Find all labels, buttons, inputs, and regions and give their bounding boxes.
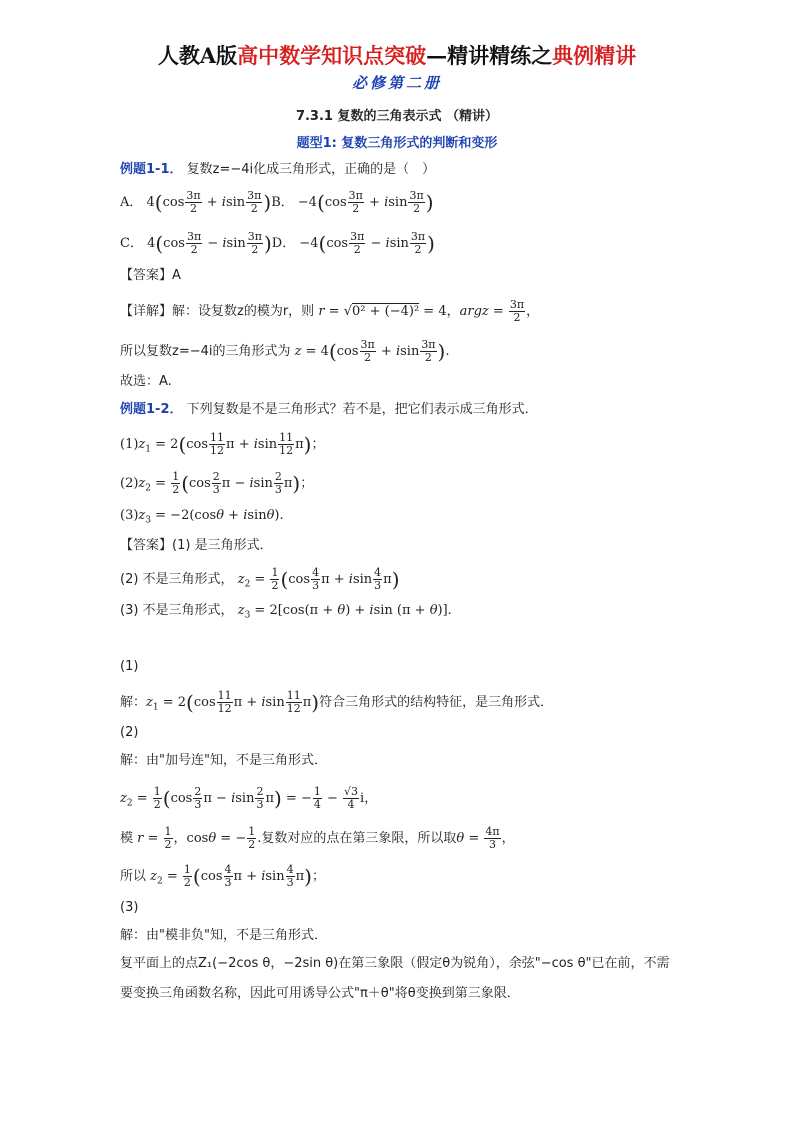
option-a-label: A．	[120, 195, 143, 210]
section-title: 7.3.1 复数的三角表示式 （精讲）	[295, 109, 499, 124]
example2-answer3: (3) 不是三角形式， $z_3 = 2[\cos(\pi + \theta) + isin$ (π + θ)].	[120, 603, 452, 621]
solution2-so: 所以	[120, 869, 147, 884]
example2-item2: $(2)z_2$ = $\frac{1}{2}$ (cos $\frac{2}{3}$ π − isin $\frac{2}{3}$ π)；	[120, 470, 314, 496]
modulus-label: 模	[120, 831, 134, 846]
solution2-line1: 解：由"加号连"知，不是三角形式．	[120, 753, 327, 768]
example2-question-text: 下列复数是不是三角形式？若不是，把它们表示成三角形式．	[186, 402, 538, 417]
example1-label: 例题1-1．	[120, 162, 183, 177]
option-d-label: D．	[271, 236, 296, 251]
header-part3: —精讲精练之	[426, 43, 553, 68]
example2-item1: $(1)z_1 = 2(\cos$ $\frac{11}{12}$ π + isin $\frac{11}{12}$ π)；	[120, 431, 325, 457]
example2-label: 例题1-2．	[120, 402, 183, 417]
example1-detail: 【详解】解：设复数z的模为r，则 r = √0² + (−4)² = 4，argz = $\frac{3\pi}{2}$ ，	[120, 298, 540, 324]
solution2-label: (2)	[120, 725, 139, 740]
solution2-line4: 所以 $z_2$ = $\frac{1}{2}$ (cos $\frac{4}{3}$ π + isin $\frac{4}{3}$ π)；	[120, 863, 325, 889]
example2-item3: $(3)z_3 = -2(\cos\theta + isin\theta)$.	[120, 508, 284, 526]
solution3-label: (3)	[120, 900, 139, 915]
conclusion-text: 所以复数z=−4i的三角形式为	[120, 344, 291, 359]
solution2-line2: $z_2$ = $\frac{1}{2}$ (cos $\frac{2}{3}$ π − isin $\frac{2}{3}$ π) = − $\frac{1}{4}$ − $\frac{√3}{4}$ i，	[120, 785, 378, 811]
example1-conclusion: 所以复数z=−4i的三角形式为 z = 4(cos $\frac{3\pi}{2}$ + isin $\frac{3\pi}{2}$ ).	[120, 338, 450, 364]
example1-options-cd: C． 4(cos $\frac{3\pi}{2}$ − isin $\frac{3\pi}{2}$ )D． −4(cos $\frac{3\pi}{2}$ − isin $\frac{3\pi}{2}$ )	[120, 230, 435, 256]
solution1-conclusion: 符合三角形式的结构特征，是三角形式．	[319, 695, 554, 710]
example1-question	[120, 161, 435, 179]
header-part4: 典例精讲	[552, 43, 637, 68]
example1-choose: 故选：A.	[120, 374, 172, 389]
header-part1: 人教A版	[157, 43, 238, 68]
detail-label: 【详解】	[120, 304, 173, 319]
page-header	[0, 40, 794, 70]
example1-question-text: 复数z=−4i化成三角形式，正确的是（ ）	[186, 162, 436, 177]
example2-answer2: (2) 不是三角形式， $z_2$ = $\frac{1}{2}$ (cos $\frac{4}{3}$ π + isin $\frac{4}{3}$ π)	[120, 566, 400, 592]
solution3-line2: 复平面上的点Z₁(−2cos θ，−2sin θ)在第三象限（假定θ为锐角），余弦"−cos θ"已在前，不需	[120, 956, 670, 971]
example1-answer: 【答案】A	[120, 268, 181, 283]
solution1-label: (1)	[120, 659, 139, 674]
detail-text: 解：设复数z的模为r，则	[172, 304, 315, 319]
example2-answer1	[120, 537, 273, 555]
answer-label: 【答案】	[120, 538, 173, 553]
solution1-text: 解：$z_1 = 2(\cos$ $\frac{11}{12}$ π + isin $\frac{11}{12}$ π)符合三角形式的结构特征，是三角形式．	[120, 689, 554, 715]
topic-title: 题型1: 复数三角形式的判断和变形	[296, 136, 498, 151]
answer-2-text: (2) 不是三角形式，	[120, 572, 234, 587]
solution2-line3: 模 r = $\frac{1}{2}$ ，cosθ = − $\frac{1}{2}$ .复数对应的点在第三象限，所以取θ = $\frac{4\pi}{3}$ ，	[120, 825, 515, 851]
subtitle: 必修第二册	[351, 74, 442, 92]
example1-options-ab: A． 4(cos $\frac{3\pi}{2}$ + isin $\frac{3\pi}{2}$ )B． −4(cos $\frac{3\pi}{2}$ + isin $\frac{3\pi}{2}$ )	[120, 189, 434, 215]
answer-1-text: (1) 是三角形式．	[172, 538, 273, 553]
answer-3-text: (3) 不是三角形式，	[120, 603, 234, 618]
option-b-label: B．	[271, 195, 294, 210]
solution3-line1: 解：由"模非负"知，不是三角形式．	[120, 928, 327, 943]
solution2-mid-text: 复数对应的点在第三象限，所以取	[261, 831, 457, 846]
solution3-line3: 要变换三角函数名称，因此可用诱导公式"π＋θ"将θ变换到第三象限．	[120, 986, 520, 1001]
example2-question	[120, 401, 538, 419]
option-c-label: C．	[120, 236, 143, 251]
header-part2: 高中数学知识点突破	[237, 43, 427, 68]
